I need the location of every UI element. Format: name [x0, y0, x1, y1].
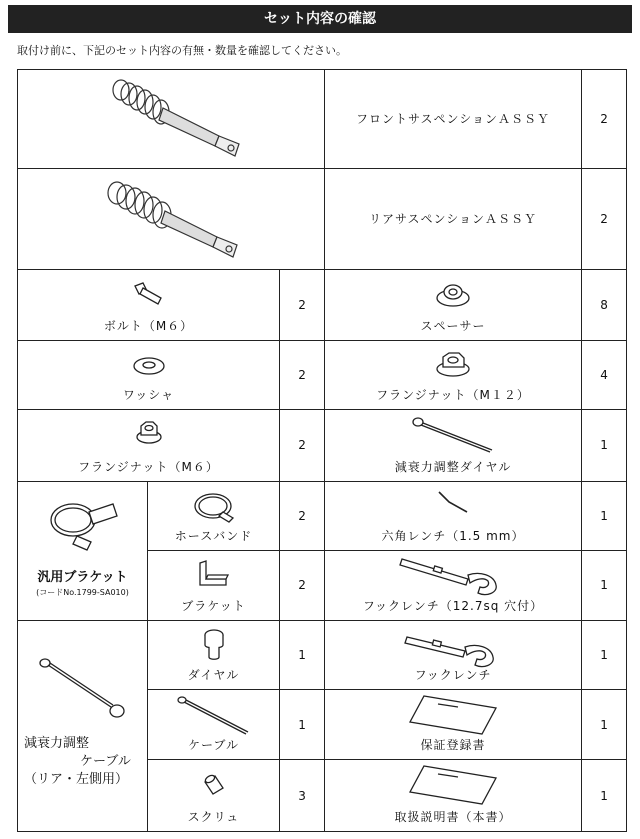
- spacer-label: スペーサー: [420, 318, 486, 333]
- cable-qty: 1: [280, 690, 325, 760]
- warranty-label: 保証登録書: [420, 738, 486, 753]
- washer-label: ワッシャ: [122, 388, 175, 403]
- bracket-group-code: (コードNo.1799-SA010): [36, 587, 129, 597]
- warranty-qty: 1: [582, 690, 627, 760]
- front-assy-qty: 2: [582, 70, 627, 169]
- washer-icon: [131, 353, 167, 379]
- hook-wrench-12-cell: [325, 551, 582, 620]
- damping-dial-cell: [325, 410, 582, 481]
- bracket-with-hose-band-icon: [43, 494, 123, 554]
- cable-icon: [174, 694, 254, 738]
- screw-icon: [199, 772, 229, 802]
- table-row: [18, 620, 627, 689]
- screw-qty: 3: [280, 760, 325, 832]
- parts-table: [17, 69, 627, 832]
- hex-wrench-qty: 1: [582, 481, 627, 550]
- rear-suspension-icon: [91, 175, 251, 265]
- flange-nut-m6-qty: 2: [280, 410, 325, 481]
- bolt-cell: [18, 270, 280, 340]
- hex-wrench-label: 六角レンチ（1.5 mm）: [381, 529, 525, 544]
- dial-qty: 1: [280, 620, 325, 689]
- cable-group-cell: [18, 620, 148, 831]
- flange-nut-m12-label: フランジナット（M１２）: [376, 388, 530, 403]
- rear-assy-qty: 2: [582, 168, 627, 270]
- flange-nut-m6-cell: [18, 410, 280, 481]
- hex-wrench-icon: [433, 488, 473, 518]
- screw-cell: [148, 760, 280, 832]
- hook-wrench-label: フックレンチ: [414, 668, 492, 683]
- hook-wrench-icon: [403, 631, 503, 671]
- hex-wrench-cell: [325, 481, 582, 550]
- section-title: セット内容の確認: [8, 5, 632, 33]
- adjustment-dial-tool-icon: [408, 414, 498, 458]
- front-suspension-icon: [91, 74, 251, 164]
- cable-group-line1: 減衰力調整: [24, 735, 90, 751]
- table-row: [18, 70, 627, 169]
- flange-nut-m12-cell: [325, 340, 582, 409]
- cable-group-line3: （リア・左側用）: [24, 771, 129, 787]
- rear-assy-label: リアサスペンションＡＳＳＹ: [325, 168, 582, 270]
- flange-nut-icon: [433, 349, 473, 379]
- front-assy-image-cell: [18, 70, 325, 169]
- manual-cell: [325, 760, 582, 832]
- cable-label: ケーブル: [188, 738, 239, 753]
- bracket-label: ブラケット: [181, 598, 246, 613]
- washer-cell: [18, 340, 280, 409]
- manual-qty: 1: [582, 760, 627, 832]
- damping-dial-qty: 1: [582, 410, 627, 481]
- warranty-cell: [325, 690, 582, 760]
- spacer-qty: 8: [582, 270, 627, 340]
- flange-nut-m12-qty: 4: [582, 340, 627, 409]
- table-row: [18, 340, 627, 409]
- table-row: [18, 481, 627, 550]
- document-icon: [408, 764, 498, 806]
- hose-band-cell: [148, 481, 280, 550]
- bracket-qty: 2: [280, 551, 325, 620]
- flange-nut-m6-label: フランジナット（M６）: [78, 459, 219, 474]
- bracket-icon: [196, 559, 232, 589]
- flange-nut-icon: [134, 418, 164, 446]
- bracket-cell: [148, 551, 280, 620]
- hook-wrench-12-label: フックレンチ（12.7sq 穴付）: [362, 598, 544, 613]
- dial-icon: [199, 627, 229, 663]
- table-row: [18, 410, 627, 481]
- cable-group-line2: ケーブル: [80, 753, 131, 769]
- hose-band-label: ホースバンド: [174, 529, 253, 544]
- hook-wrench-cell: [325, 620, 582, 689]
- hook-wrench-qty: 1: [582, 620, 627, 689]
- table-row: [18, 270, 627, 340]
- cable-group-label: [24, 735, 131, 789]
- bracket-group-cell: [18, 481, 148, 620]
- document-icon: [408, 694, 498, 736]
- table-row: [18, 168, 627, 270]
- hook-wrench-12-qty: 1: [582, 551, 627, 620]
- rear-assy-image-cell: [18, 168, 325, 270]
- intro-text: 取付け前に、下記のセット内容の有無・数量を確認してください。: [17, 44, 347, 57]
- hose-band-qty: 2: [280, 481, 325, 550]
- bolt-qty: 2: [280, 270, 325, 340]
- adjustment-cable-icon: [33, 655, 133, 725]
- damping-dial-label: 減衰力調整ダイヤル: [394, 459, 512, 474]
- manual-label: 取扱説明書（本書）: [394, 810, 512, 824]
- hook-wrench-icon: [398, 553, 508, 597]
- cable-cell: [148, 690, 280, 760]
- front-assy-label: フロントサスペンションＡＳＳＹ: [325, 70, 582, 169]
- dial-label: ダイヤル: [187, 668, 240, 683]
- spacer-icon: [433, 280, 473, 310]
- bolt-icon: [129, 280, 169, 310]
- hose-band-icon: [189, 488, 239, 524]
- bracket-group-label: 汎用ブラケット: [37, 569, 128, 585]
- washer-qty: 2: [280, 340, 325, 409]
- bolt-label: ボルト（M６）: [103, 318, 194, 333]
- spacer-cell: [325, 270, 582, 340]
- screw-label: スクリュ: [187, 810, 240, 824]
- dial-cell: [148, 620, 280, 689]
